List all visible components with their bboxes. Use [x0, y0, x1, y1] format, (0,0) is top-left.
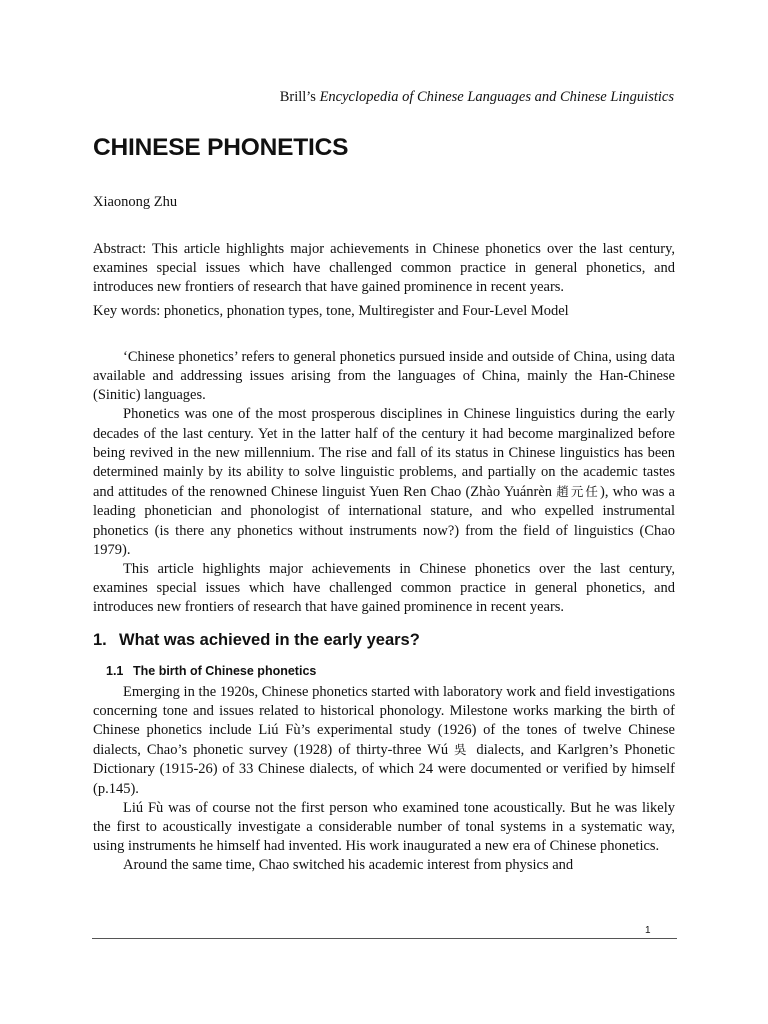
section-1-heading [93, 630, 675, 650]
page-number: 1 [645, 925, 651, 936]
keywords: Key words: phonetics, phonation types, tone, Multiregister and Four-Level Model [93, 302, 569, 319]
section-1-1-paragraph-1 [93, 683, 675, 799]
running-header [280, 88, 674, 106]
intro-paragraph-2-text-a: Phonetics was one of the most prosperous disciplines in Chinese linguistics during the early decades of the last century. Yet in the latter half of the century it had become marginalized before being revived in the new millennium. The rise and fall of its status in Chinese linguistics has been determined mainly by its ability to solve linguistic problems, and partially on the academic tastes and attitudes of the renowned Chinese linguist Yuen Ren Chao (Zhào Yuánrèn [93, 406, 675, 501]
section-1-1-paragraph-1-text-a: Emerging in the 1920s, Chinese phonetics started with laboratory work and field investigations concerning tone and issues related to historical phonology. Milestone works marking the birth of Chinese phonetics include Liú Fù’s experimental study (1926) of the tones of twelve Chinese dialects, Chao’s phonetic survey (1928) of thirty-three Wú [93, 683, 675, 759]
chao-chinese-name: 趙元任 [556, 484, 600, 500]
section-1-1-paragraph-2: Liú Fù was of course not the first person who examined tone acoustically. But he was likely the first to acoustically investigate a considerable number of tonal systems in a systematic way, using instruments he himself had invented. His work inaugurated a new era of Chinese phonetics. [93, 799, 675, 855]
wu-chinese-character: 吳 [454, 742, 471, 758]
article-title: CHINESE PHONETICS [93, 134, 349, 161]
intro-paragraph-2-text-b: ), who was a leading phonetician and phonologist of international stature, and who expelled instrumental phonetics (is there any phonetics without instruments now?) from the field of linguistics (Chao 1979). [93, 484, 675, 558]
section-1-1-title: The birth of Chinese phonetics [133, 663, 317, 678]
header-publisher: Brill’s [279, 89, 320, 105]
intro-paragraph-1: ‘Chinese phonetics’ refers to general phonetics pursued inside and outside of China, using data available and addressing issues arising from the languages of China, mainly the Han-Chinese (Sinitic) languages. [93, 348, 675, 404]
section-1-number: 1. [93, 630, 107, 649]
section-1-1-heading [106, 663, 675, 680]
footer-rule [92, 938, 677, 939]
header-encyclopedia-title: Encyclopedia of Chinese Languages and Chinese Linguistics [319, 89, 674, 105]
section-1-1-paragraph-1-text-b: dialects, and Karlgren’s Phonetic Dictionary (1915-26) of 33 Chinese dialects, of which 24 were documented or verified by himself (p.145). [93, 742, 675, 797]
section-1-1-number: 1.1 [106, 663, 124, 678]
abstract: Abstract: This article highlights major achievements in Chinese phonetics over the last century, examines special issues which have challenged common practice in general phonetics, and introduces new frontiers of research that have gained prominence in recent years. [93, 241, 675, 296]
intro-paragraph-2 [93, 405, 675, 560]
intro-paragraph-3: This article highlights major achievements in Chinese phonetics over the last century, examines special issues which have challenged common practice in general phonetics, and introduces new frontiers of research that have gained prominence in recent years. [93, 561, 675, 616]
section-1-title: What was achieved in the early years? [119, 630, 420, 649]
section-1-1-paragraph-3: Around the same time, Chao switched his academic interest from physics and [123, 857, 574, 874]
article-body [93, 240, 675, 876]
author-name: Xiaonong Zhu [93, 194, 178, 210]
